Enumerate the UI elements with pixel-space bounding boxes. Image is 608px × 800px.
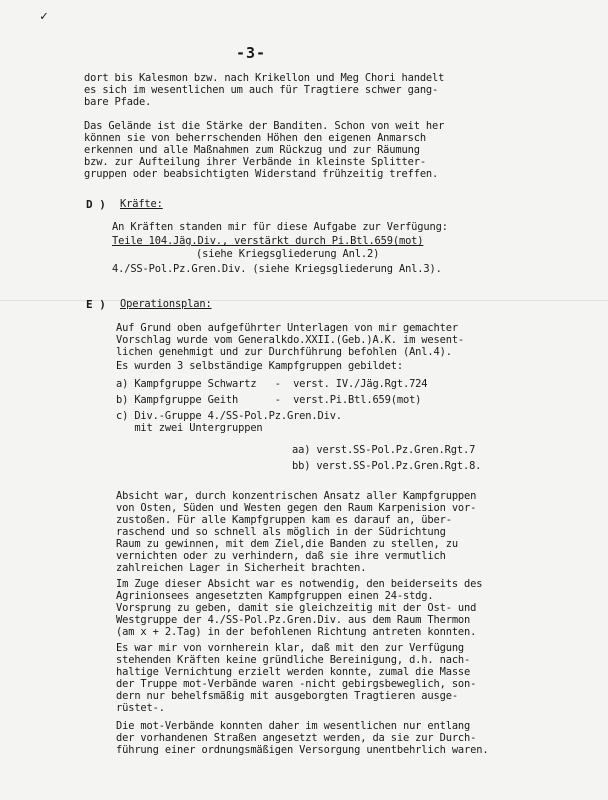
section-e-title: Operationsplan: — [120, 298, 212, 310]
text-line: Das Gelände ist die Stärke der Banditen. Schon von weit her — [84, 120, 445, 132]
text-line: Teile 104.Jäg.Div., verstärkt durch Pi.Btl.659(mot) — [112, 235, 424, 247]
text-line: zustoßen. Für alle Kampfgruppen kam es darauf an, über- — [116, 514, 452, 526]
group-c: c) Div.-Gruppe 4./SS-Pol.Pz.Gren.Div. — [116, 410, 342, 422]
text-line: zahlreichen Lager in Sicherheit brachten. — [116, 562, 367, 574]
text-line: Absicht war, durch konzentrischen Ansatz aller Kampfgruppen — [116, 490, 477, 502]
text-line: der vorhandenen Straßen angesetzt werden, da sie zur Durch- — [116, 732, 477, 744]
text-line: haltige Vernichtung erzielt werden konnte, zumal die Masse — [116, 666, 471, 678]
text-line: erkennen und alle Maßnahmen zum Rückzug und zur Räumung — [84, 144, 420, 156]
text-line: können sie von beherrschenden Höhen den eigenen Anmarsch — [84, 132, 426, 144]
page-number: -3- — [236, 44, 267, 62]
subgroup-bb: bb) verst.SS-Pol.Pz.Gren.Rgt.8. — [292, 460, 482, 472]
text-line: bzw. zur Aufteilung ihrer Verbände in kleinste Splitter- — [84, 156, 426, 168]
text-line: Auf Grund oben aufgeführter Unterlagen von mir gemachter — [116, 322, 458, 334]
section-d-marker: D ) — [86, 198, 106, 211]
text-line: führung einer ordnungsmäßigen Versorgung unentbehrlich waren. — [116, 744, 489, 756]
text-line: dern nur behelfsmäßig mit ausgeborgten Tragtieren ausge- — [116, 690, 458, 702]
group-a: a) Kampfgruppe Schwartz - verst. IV./Jäg.Rgt.724 — [116, 378, 428, 390]
section-d-title: Kräfte: — [120, 198, 163, 210]
group-c-note: mit zwei Untergruppen — [116, 422, 263, 434]
group-b: b) Kampfgruppe Geith - verst.Pi.Btl.659(mot) — [116, 394, 422, 406]
text-line: rüstet-. — [116, 702, 165, 714]
text-line: Vorschlag wurde vom Generalkdo.XXII.(Geb.)A.K. im wesent- — [116, 334, 465, 346]
text-line: vernichten oder zu verhindern, daß sie ihre vermutlich — [116, 550, 446, 562]
text-line: es sich im wesentlichen um auch für Tragtiere schwer gang- — [84, 84, 439, 96]
text-line: Westgruppe der 4./SS-Pol.Pz.Gren.Div. aus dem Raum Thermon — [116, 614, 471, 626]
corner-mark: ✓ — [40, 9, 48, 24]
text-line: Im Zuge dieser Absicht war es notwendig, den beiderseits des — [116, 578, 483, 590]
section-e-marker: E ) — [86, 298, 106, 311]
text-line: gruppen oder beabsichtigten Widerstand frühzeitig treffen. — [84, 168, 439, 180]
text-line: lichen genehmigt und zur Durchführung befohlen (Anl.4). — [116, 346, 452, 358]
text-line: Vorsprung zu geben, damit sie gleichzeitig mit der Ost- und — [116, 602, 477, 614]
text-line: raschend und so schnell als möglich in der Südrichtung — [116, 526, 446, 538]
text-line: Es war mir von vornherein klar, daß mit den zur Verfügung — [116, 642, 465, 654]
text-line: An Kräften standen mir für diese Aufgabe zur Verfügung: — [112, 221, 448, 233]
text-line: stehenden Kräften keine gründliche Bereinigung, d.h. nach- — [116, 654, 471, 666]
text-line: 4./SS-Pol.Pz.Gren.Div. (siehe Kriegsgliederung Anl.3). — [112, 263, 442, 275]
text-line: Die mot-Verbände konnten daher im wesentlichen nur entlang — [116, 720, 471, 732]
text-line: der Truppe mot-Verbände waren -nicht gebirgsbeweglich, son- — [116, 678, 477, 690]
text-line: dort bis Kalesmon bzw. nach Krikellon und Meg Chori handelt — [84, 72, 445, 84]
text-line: bare Pfade. — [84, 96, 152, 108]
text-line: von Osten, Süden und Westen gegen den Raum Karpenision vor- — [116, 502, 477, 514]
subgroup-aa: aa) verst.SS-Pol.Pz.Gren.Rgt.7 — [292, 444, 476, 456]
text-line: Agrinionsees angesetzten Kampfgruppen einen 24-stdg. — [116, 590, 434, 602]
text-line: Raum zu gewinnen, mit dem Ziel,die Banden zu stellen, zu — [116, 538, 458, 550]
text-line: (am x + 2.Tag) in der befohlenen Richtung antreten konnten. — [116, 626, 477, 638]
text-line: Es wurden 3 selbständige Kampfgruppen gebildet: — [116, 360, 403, 372]
text-line: (siehe Kriegsgliederung Anl.2) — [196, 248, 380, 260]
